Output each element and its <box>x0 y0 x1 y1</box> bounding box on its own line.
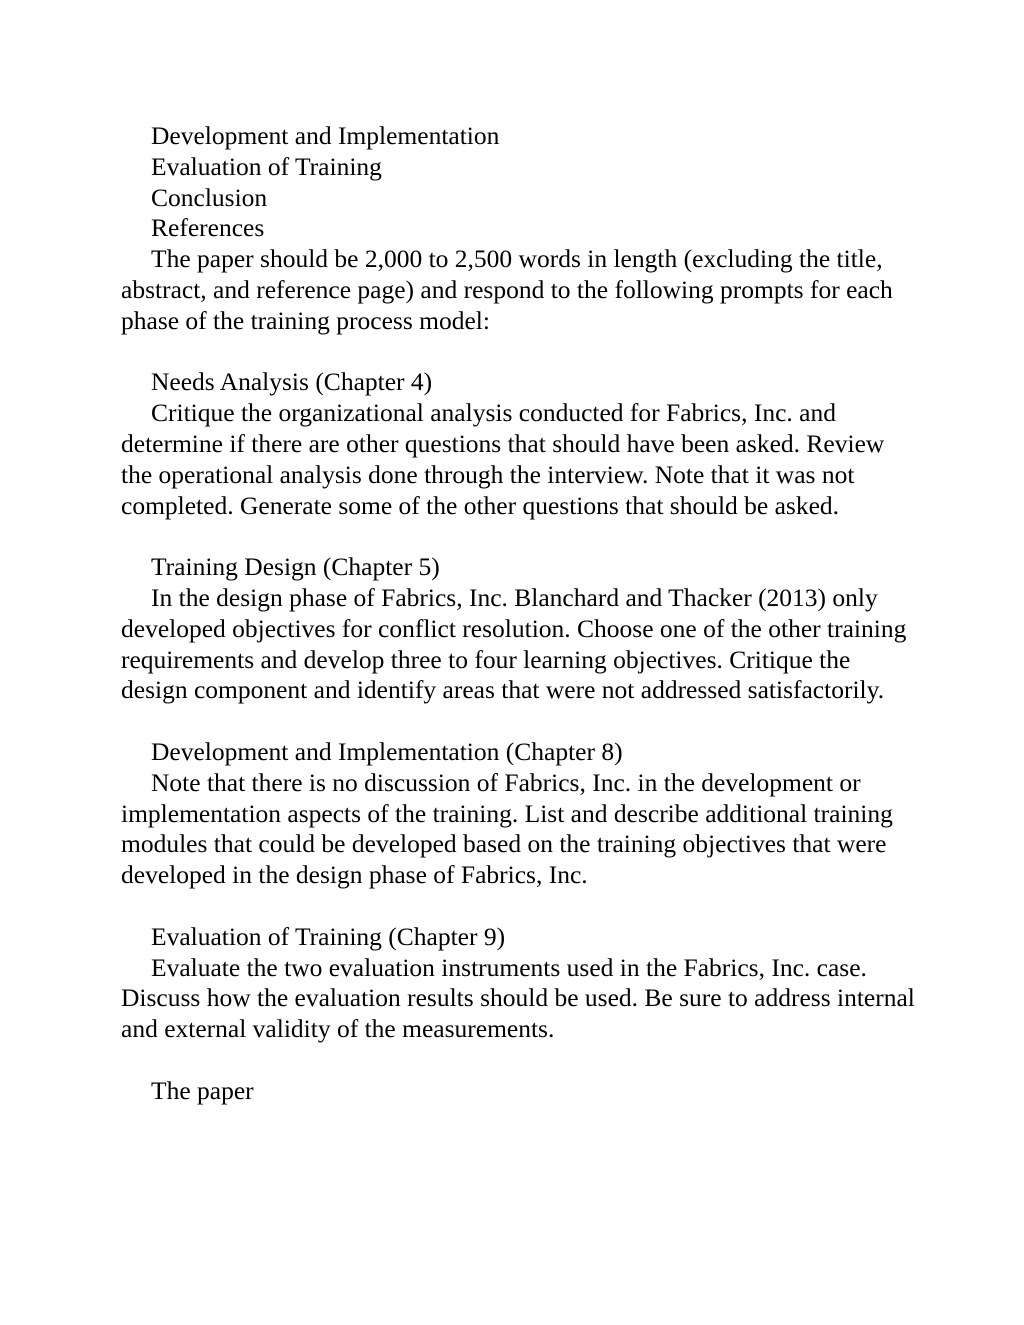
section-heading-development-implementation: Development and Implementation (Chapter 8) <box>151 736 623 766</box>
outline-item-references: References <box>151 213 265 243</box>
section-body-evaluation-of-training: Evaluate the two evaluation instruments used in the Fabrics, Inc. case. Discuss how the evaluation results should be used. Be sure to address internal and external validity of the measurements. <box>121 952 915 1044</box>
outline-item-evaluation-of-training: Evaluation of Training <box>151 151 382 181</box>
section-body-training-design: In the design phase of Fabrics, Inc. Blanchard and Thacker (2013) only developed objectives for conflict resolution. Choose one of the other training requirements and develop three to four learning objectives. Critique the design component and identify areas that were not addressed satisfactorily. <box>121 582 907 705</box>
section-body-development-implementation: Note that there is no discussion of Fabrics, Inc. in the development or implementation aspects of the training. List and describe additional training modules that could be developed based on the training objectives that were developed in the design phase of Fabrics, Inc. <box>121 767 893 890</box>
blank-line <box>121 337 921 368</box>
blank-line <box>121 1045 921 1076</box>
section-body-needs-analysis: Critique the organizational analysis conducted for Fabrics, Inc. and determine if there are other questions that should have been asked. Review the operational analysis done through the interview. Note that it was not completed. Generate some of the other questions that should be asked. <box>121 398 885 520</box>
section-heading-evaluation-of-training: Evaluation of Training (Chapter 9) <box>151 921 506 951</box>
outline-item-development-implementation: Development and Implementation <box>151 121 500 150</box>
section-heading-needs-analysis: Needs Analysis (Chapter 4) <box>151 367 433 397</box>
blank-line <box>121 706 921 737</box>
intro-paragraph: The paper should be 2,000 to 2,500 words in length (excluding the title, abstract, and reference page) and respond to the following prompts for each phase of the training process model: <box>121 244 893 335</box>
outline-item-conclusion: Conclusion <box>151 182 268 212</box>
section-heading-training-design: Training Design (Chapter 5) <box>151 552 440 582</box>
blank-line <box>121 521 921 552</box>
blank-line <box>121 891 921 922</box>
document-body <box>121 121 921 1107</box>
closing-fragment: The paper <box>151 1075 254 1105</box>
